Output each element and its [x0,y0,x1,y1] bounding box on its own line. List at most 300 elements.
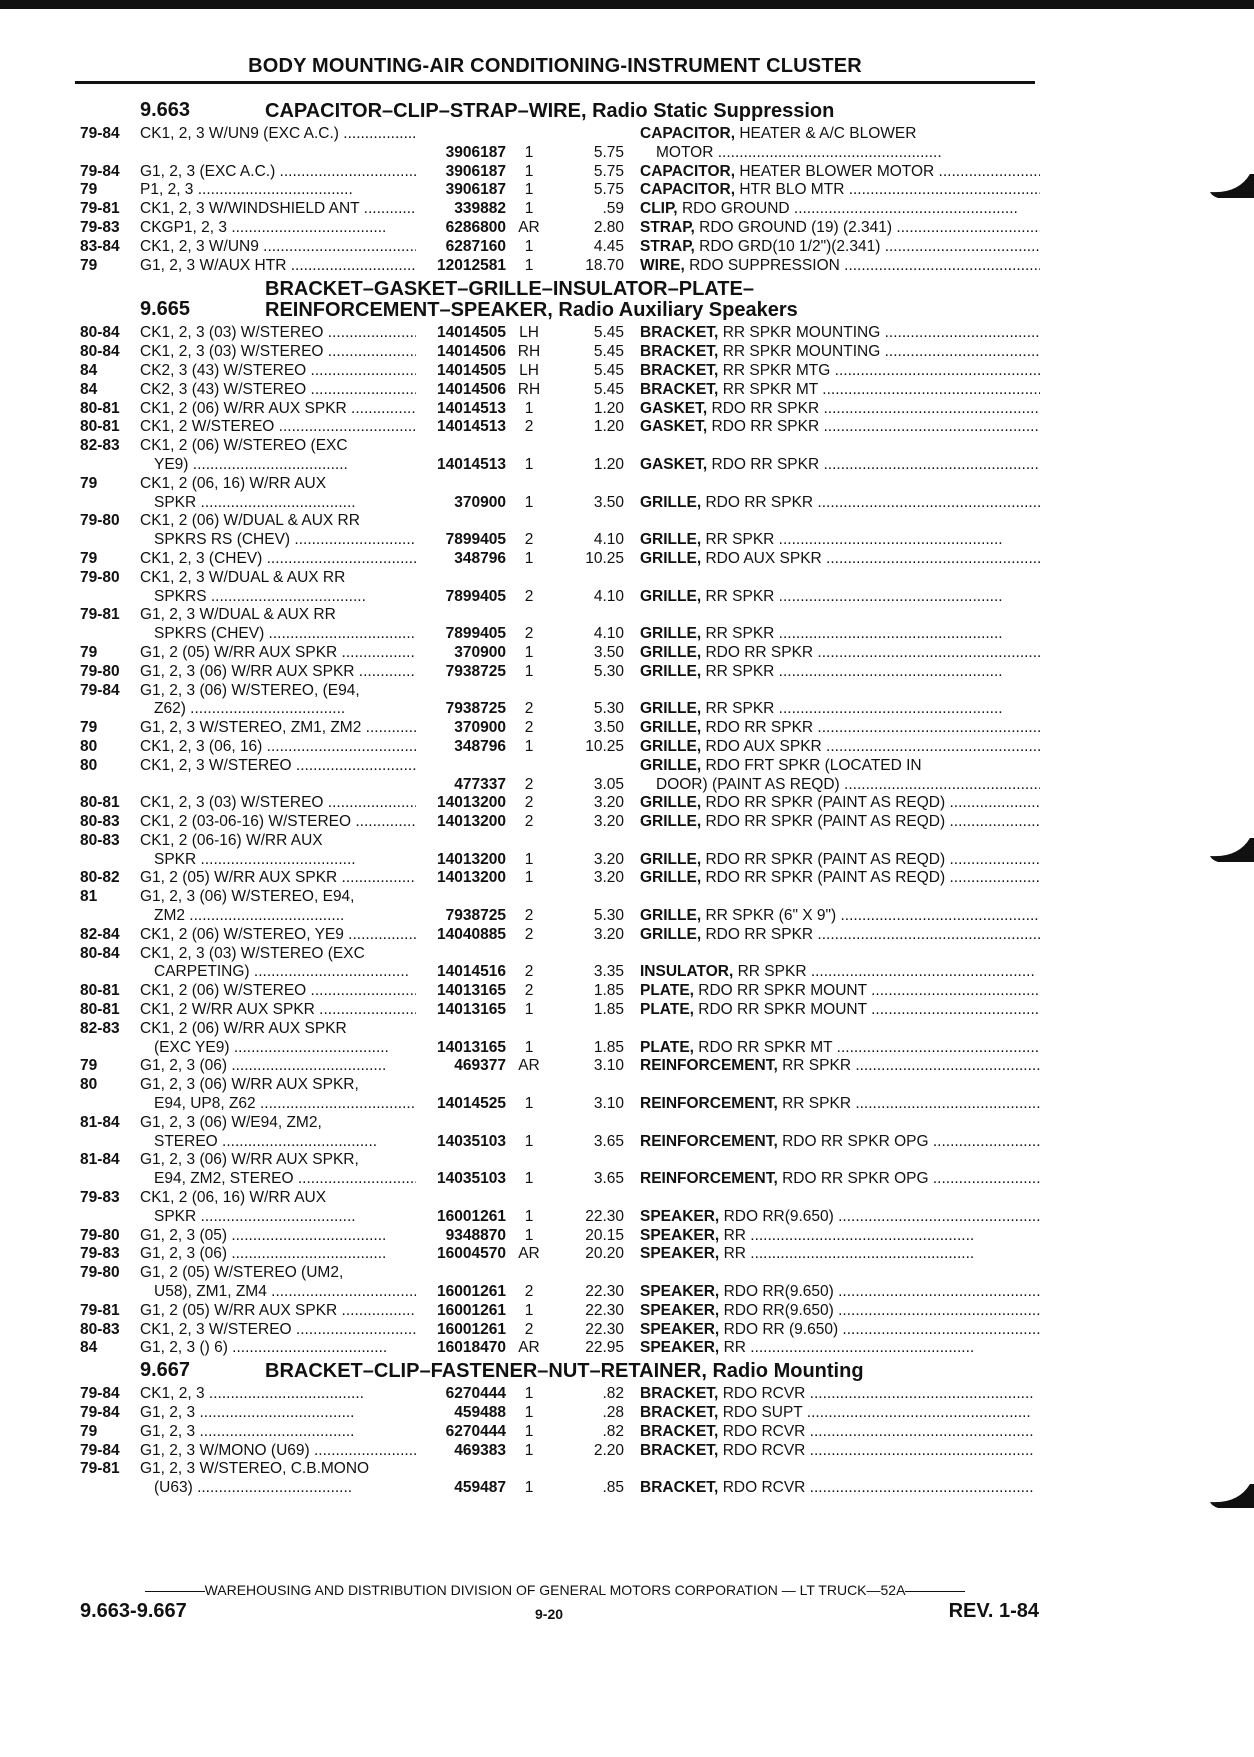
application-line: G1, 2, 3 (05) ..... [140,1227,416,1246]
part-name-line [640,343,1040,362]
part-row [80,1057,1040,1076]
price: 4.10 [593,531,624,549]
part-name-line [640,1133,1040,1152]
part-name-detail: RDO RR(9.650) [723,1283,834,1301]
application-line: CK1, 2 (06) W/STEREO ..... [140,982,416,1001]
part-row [80,475,1040,513]
part-number: 14035103 [437,1170,506,1188]
part-name-detail: RDO RR SPKR MT [698,1038,833,1056]
part-name-detail: RDO RCVR [722,1422,806,1440]
part-name-noun: SPEAKER, [640,1301,720,1319]
part-number: 16001261 [437,1320,506,1338]
application [140,982,416,1001]
part-row [80,1001,1040,1020]
part-name-detail: RDO RR SPKR (PAINT AS REQD) [705,850,946,868]
quantity: 1 [524,1001,534,1019]
part-number: 14014505 [437,361,506,379]
part-name-line [640,1170,1040,1189]
part-name [624,1302,1040,1321]
part-name [624,163,1040,182]
price: 2.20 [593,1441,624,1459]
price: 3.50 [593,493,624,511]
quantity: 1 [524,1226,534,1244]
part-number: 14013165 [437,1038,506,1056]
part-number: 16001261 [437,1207,506,1225]
quantity: 1 [524,643,534,661]
part-name-line [640,719,1040,738]
part-name [624,1385,1040,1404]
part-name [624,1339,1040,1358]
application [140,1189,416,1227]
part-name-line [640,125,1040,144]
application-line: G1, 2, 3 (06) ..... [140,1245,416,1264]
part-number: 370900 [454,493,506,511]
model-years: 80-84 [80,944,120,962]
part-name-detail: RDO RR SPKR [705,719,814,737]
quantity: AR [518,1339,540,1357]
footer-division [120,1582,990,1598]
part-name-detail: RDO RR (9.650) [723,1320,839,1338]
part-row [80,1442,1040,1461]
quantity: 2 [524,719,534,737]
part-name-detail: RDO RR SPKR (PAINT AS REQD) [705,869,946,887]
part-name [624,257,1040,276]
part-name-detail: RR SPKR [737,963,807,981]
part-name-line [640,1479,1040,1498]
application-line: CK1, 2 (03-06-16) W/STEREO ..... [140,813,416,832]
footer-division-text: WAREHOUSING AND DISTRIBUTION DIVISION OF GENERAL MOTORS CORPORATION — LT TRUCK—52A [204,1582,906,1598]
part-name-noun: REINFORCEMENT, [640,1170,778,1188]
part-name [624,494,1040,513]
application-line: G1, 2, 3 W/DUAL & AUX RR [140,606,336,624]
application-line: G1, 2, 3 ..... [140,1404,416,1423]
part-name [624,1001,1040,1020]
model-years: 80-81 [80,794,120,812]
part-name [624,343,1040,362]
application-line: CK1, 2 (06) W/STEREO (EXC [140,437,348,455]
price: 5.30 [593,662,624,680]
part-name-noun: SPEAKER, [640,1320,720,1338]
part-row [80,512,1040,550]
quantity: 1 [524,399,534,417]
part-name-line [640,663,1040,682]
application [140,257,416,276]
part-name [624,1057,1040,1076]
application [140,1076,416,1114]
model-years: 80-83 [80,831,120,849]
part-row [80,200,1040,219]
part-name-line [640,418,1040,437]
part-name-line [640,1095,1040,1114]
application-line: CK2, 3 (43) W/STEREO ..... [140,381,416,400]
part-name [624,531,1040,550]
price: 2.80 [593,218,624,236]
application [140,1442,416,1461]
part-name-noun: GRILLE, [640,549,702,567]
application-line: E94, UP8, Z62 ..... [140,1095,416,1114]
price: 5.45 [593,380,624,398]
application [140,512,416,550]
part-name-noun: BRACKET, [640,380,719,398]
model-years: 79-83 [80,218,120,236]
price: 20.20 [585,1245,624,1263]
part-name-detail: RDO RR SPKR OPG [782,1132,929,1150]
part-name [624,1404,1040,1423]
part-number: 14014525 [437,1095,506,1113]
section-subtitle: Radio Static Suppression [592,100,835,122]
part-name-detail: RDO RR SPKR (PAINT AS REQD) [705,813,946,831]
part-name-detail: MOTOR [656,143,714,161]
part-name-noun: BRACKET, [640,1422,719,1440]
part-name [624,738,1040,757]
section-header [80,98,1040,125]
part-row [80,418,1040,437]
part-name [624,625,1040,644]
part-name [624,926,1040,945]
model-years: 79-80 [80,1226,120,1244]
part-name-noun: GRILLE, [640,925,702,943]
part-name-noun: WIRE, [640,256,685,274]
part-name-noun: GRILLE, [640,907,702,925]
quantity: 1 [524,549,534,567]
part-row [80,926,1040,945]
part-name-line [640,700,1040,719]
model-years: 79 [80,474,98,492]
application [140,324,416,343]
application [140,475,416,513]
price: 3.20 [593,869,624,887]
model-years: 79-83 [80,1245,120,1263]
model-years: 79-83 [80,1189,120,1207]
part-name-line [640,1385,1040,1404]
price: .82 [602,1422,624,1440]
part-name-detail: RR SPKR [782,1095,852,1113]
part-name-detail: RDO RCVR [722,1441,806,1459]
part-name [624,588,1040,607]
part-name-detail: RDO AUX SPKR [705,737,822,755]
price: 22.95 [585,1339,624,1357]
part-number: 7899405 [445,587,506,605]
application [140,1339,416,1358]
top-edge-bar [0,0,1254,9]
part-name-line [640,869,1040,888]
model-years: 79-81 [80,1460,120,1478]
quantity: 2 [524,1283,534,1301]
price: .28 [602,1404,624,1421]
application-line: SPKRS (CHEV) ..... [140,625,416,644]
application [140,888,416,926]
part-number: 6287160 [445,237,506,255]
price: 22.30 [585,1207,624,1225]
part-number: 14013200 [437,850,506,868]
part-name-detail: RR [723,1339,746,1357]
part-name-line [640,1039,1040,1058]
part-name-noun: GRILLE, [640,662,702,680]
application [140,606,416,644]
model-years: 79-80 [80,512,120,530]
part-name-line [640,588,1040,607]
part-name-noun: GRILLE, [640,794,702,812]
part-name-noun: GRILLE, [640,700,702,718]
part-name [624,1442,1040,1461]
application [140,343,416,362]
price: 3.20 [593,925,624,943]
section-title [265,279,798,321]
part-name-line [640,625,1040,644]
part-number: 14014513 [437,399,506,417]
part-row [80,569,1040,607]
application-line: CK1, 2, 3 (03) W/STEREO (EXC [140,944,365,962]
part-name-noun: CAPACITOR, [640,162,736,180]
application-line: CK1, 2 (06, 16) W/RR AUX [140,474,327,492]
part-row [80,1460,1040,1498]
quantity: 1 [524,869,534,887]
part-name-detail: RR SPKR [705,587,775,605]
quantity: LH [519,361,539,379]
part-name-line [640,324,1040,343]
part-name-noun: REINFORCEMENT, [640,1095,778,1113]
model-years: 80-83 [80,1320,120,1338]
part-row [80,1423,1040,1442]
model-years: 79-84 [80,125,120,142]
part-name-detail: RDO SUPPRESSION [689,256,840,274]
part-name [624,907,1040,926]
quantity: RH [517,380,541,398]
part-number: 14014506 [437,343,506,361]
quantity: 2 [524,982,534,1000]
part-name-line [640,550,1040,569]
part-number: 7899405 [445,531,506,549]
part-row [80,794,1040,813]
application-line: G1, 2, 3 (06) W/E94, ZM2, [140,1113,322,1131]
application [140,1020,416,1058]
application [140,181,416,200]
part-name [624,181,1040,200]
application-line: U58), ZM1, ZM4 ..... [140,1283,416,1302]
part-number: 459487 [454,1479,506,1497]
part-row [80,1076,1040,1114]
part-name-detail: RR [723,1226,746,1244]
part-number: 7938725 [445,662,506,680]
part-name-line [640,813,1040,832]
section-title [265,1361,864,1382]
model-years: 80-84 [80,343,120,361]
section-header [80,275,1040,324]
application [140,1227,416,1246]
part-name-noun: GASKET, [640,418,708,436]
part-name [624,1095,1040,1114]
price: 3.20 [593,850,624,868]
part-name-line [640,531,1040,550]
part-row [80,238,1040,257]
model-years: 84 [80,380,98,398]
footer-page-number: 9-20 [535,1606,564,1622]
quantity: 1 [524,237,534,255]
part-name-noun: SPEAKER, [640,1283,720,1301]
part-name-noun: GASKET, [640,399,708,417]
part-name-noun: PLATE, [640,982,694,1000]
model-years: 79 [80,643,98,661]
part-name-noun: CAPACITOR, [640,181,736,199]
part-name-noun: BRACKET, [640,1404,719,1421]
quantity: 1 [524,493,534,511]
part-name-noun: GRILLE, [640,493,702,511]
part-row [80,663,1040,682]
application [140,219,416,238]
part-row [80,343,1040,362]
part-row [80,738,1040,757]
application-line: CK1, 2 (06) W/STEREO, YE9 ..... [140,926,416,945]
part-row [80,550,1040,569]
part-name [624,982,1040,1001]
application-line: CK1, 2 W/RR AUX SPKR ..... [140,1001,416,1020]
parts-catalog [80,98,1040,1498]
part-name-noun: PLATE, [640,1001,694,1019]
application-line: SPKRS ..... [140,588,416,607]
application [140,418,416,437]
price: 5.45 [593,343,624,361]
part-name-detail: RDO GRD(10 1/2")(2.341) [699,237,881,255]
quantity: 1 [524,1422,534,1440]
price: 3.20 [593,794,624,812]
application-line: G1, 2 (05) W/STEREO (UM2, [140,1264,344,1282]
price: 4.45 [593,237,624,255]
quantity: 2 [524,907,534,925]
quantity: 1 [524,181,534,199]
part-name-noun: GRILLE, [640,531,702,549]
part-number: 14040885 [437,925,506,943]
part-name-noun: GRILLE, [640,737,702,755]
part-row [80,1339,1040,1358]
part-name [624,663,1040,682]
part-name [624,1321,1040,1340]
part-name [624,1039,1040,1058]
application-line: CK1, 2, 3 W/STEREO ..... [140,757,416,776]
part-name [624,324,1040,343]
part-row [80,163,1040,182]
application-line: G1, 2, 3 (EXC A.C.) ..... [140,163,416,182]
part-number: 6270444 [445,1422,506,1440]
part-number: 14014506 [437,380,506,398]
application-line: G1, 2, 3 () 6) ..... [140,1339,416,1358]
part-name-detail: RR SPKR MOUNTING [722,324,881,342]
part-name-line [640,400,1040,419]
part-name-line [640,1001,1040,1020]
part-name-line [640,1057,1040,1076]
model-years: 80 [80,756,98,774]
application [140,381,416,400]
application-line: CKGP1, 2, 3 ..... [140,219,416,238]
model-years: 79-81 [80,606,120,624]
part-name [624,757,1040,795]
part-name-line [640,238,1040,257]
application-line: G1, 2 (05) W/RR AUX SPKR ..... [140,869,416,888]
part-name-noun: SPEAKER, [640,1207,720,1225]
part-name [624,813,1040,832]
part-name [624,1170,1040,1189]
part-name-line [640,1227,1040,1246]
part-number: 14013200 [437,794,506,812]
part-name-detail: RDO RR SPKR [705,493,814,511]
price: 5.30 [593,907,624,925]
part-number: 7899405 [445,625,506,643]
part-number: 469383 [454,1441,506,1459]
part-name-detail: RR SPKR [705,662,775,680]
section-header [80,1358,1040,1385]
part-number: 14013200 [437,869,506,887]
part-row [80,1020,1040,1058]
application-line: G1, 2, 3 ..... [140,1423,416,1442]
part-row [80,1264,1040,1302]
part-row [80,125,1040,163]
application [140,682,416,720]
model-years: 79-84 [80,1404,120,1421]
quantity: 1 [524,1479,534,1497]
price: 1.85 [593,1038,624,1056]
model-years: 83-84 [80,237,120,255]
price: 22.30 [585,1283,624,1301]
part-number: 14014513 [437,455,506,473]
part-name [624,719,1040,738]
application-line: CK1, 2 (06) W/RR AUX SPKR [140,1019,347,1037]
price: 20.15 [585,1226,624,1244]
application [140,757,416,795]
quantity: 2 [524,775,534,793]
model-years: 82-83 [80,1019,120,1037]
part-row [80,757,1040,795]
part-row [80,813,1040,832]
application-line: G1, 2, 3 W/STEREO, C.B.MONO [140,1460,370,1478]
part-name [624,851,1040,870]
price: 5.45 [593,324,624,342]
part-name [624,456,1040,475]
part-name-noun: GRILLE, [640,756,702,774]
price: 5.45 [593,361,624,379]
part-name-noun: GRILLE, [640,643,702,661]
application-line: SPKR ..... [140,851,416,870]
part-name-line [640,1302,1040,1321]
application [140,663,416,682]
price: 3.50 [593,643,624,661]
part-name-detail: RDO GROUND (19) (2.341) [699,218,893,236]
part-name-noun: GRILLE, [640,813,702,831]
price: .82 [602,1385,624,1403]
application-line: ZM2 ..... [140,907,416,926]
part-name-line [640,1245,1040,1264]
application-line: G1, 2, 3 W/MONO (U69) ..... [140,1442,416,1461]
part-name-noun: INSULATOR, [640,963,734,981]
punch-hole-mark [1208,1482,1254,1508]
part-row [80,1114,1040,1152]
quantity: 2 [524,531,534,549]
price: 5.75 [593,162,624,180]
application-line: G1, 2, 3 (06) W/STEREO, E94, [140,888,355,906]
quantity: LH [519,324,539,342]
part-name-detail: RDO RCVR [722,1479,806,1497]
part-row [80,324,1040,343]
application-line: G1, 2, 3 W/STEREO, ZM1, ZM2 ..... [140,719,416,738]
part-name-detail: DOOR) (PAINT AS REQD) [656,775,840,793]
application [140,813,416,832]
part-number: 348796 [454,549,506,567]
part-name [624,418,1040,437]
quantity: 2 [524,418,534,436]
application-line: G1, 2, 3 (06) ..... [140,1057,416,1076]
part-name-detail: HEATER & A/C BLOWER [739,125,917,142]
section-title-line: CAPACITOR–CLIP–STRAP–WIRE, [265,100,587,122]
quantity: 1 [524,455,534,473]
part-name-line [640,1321,1040,1340]
